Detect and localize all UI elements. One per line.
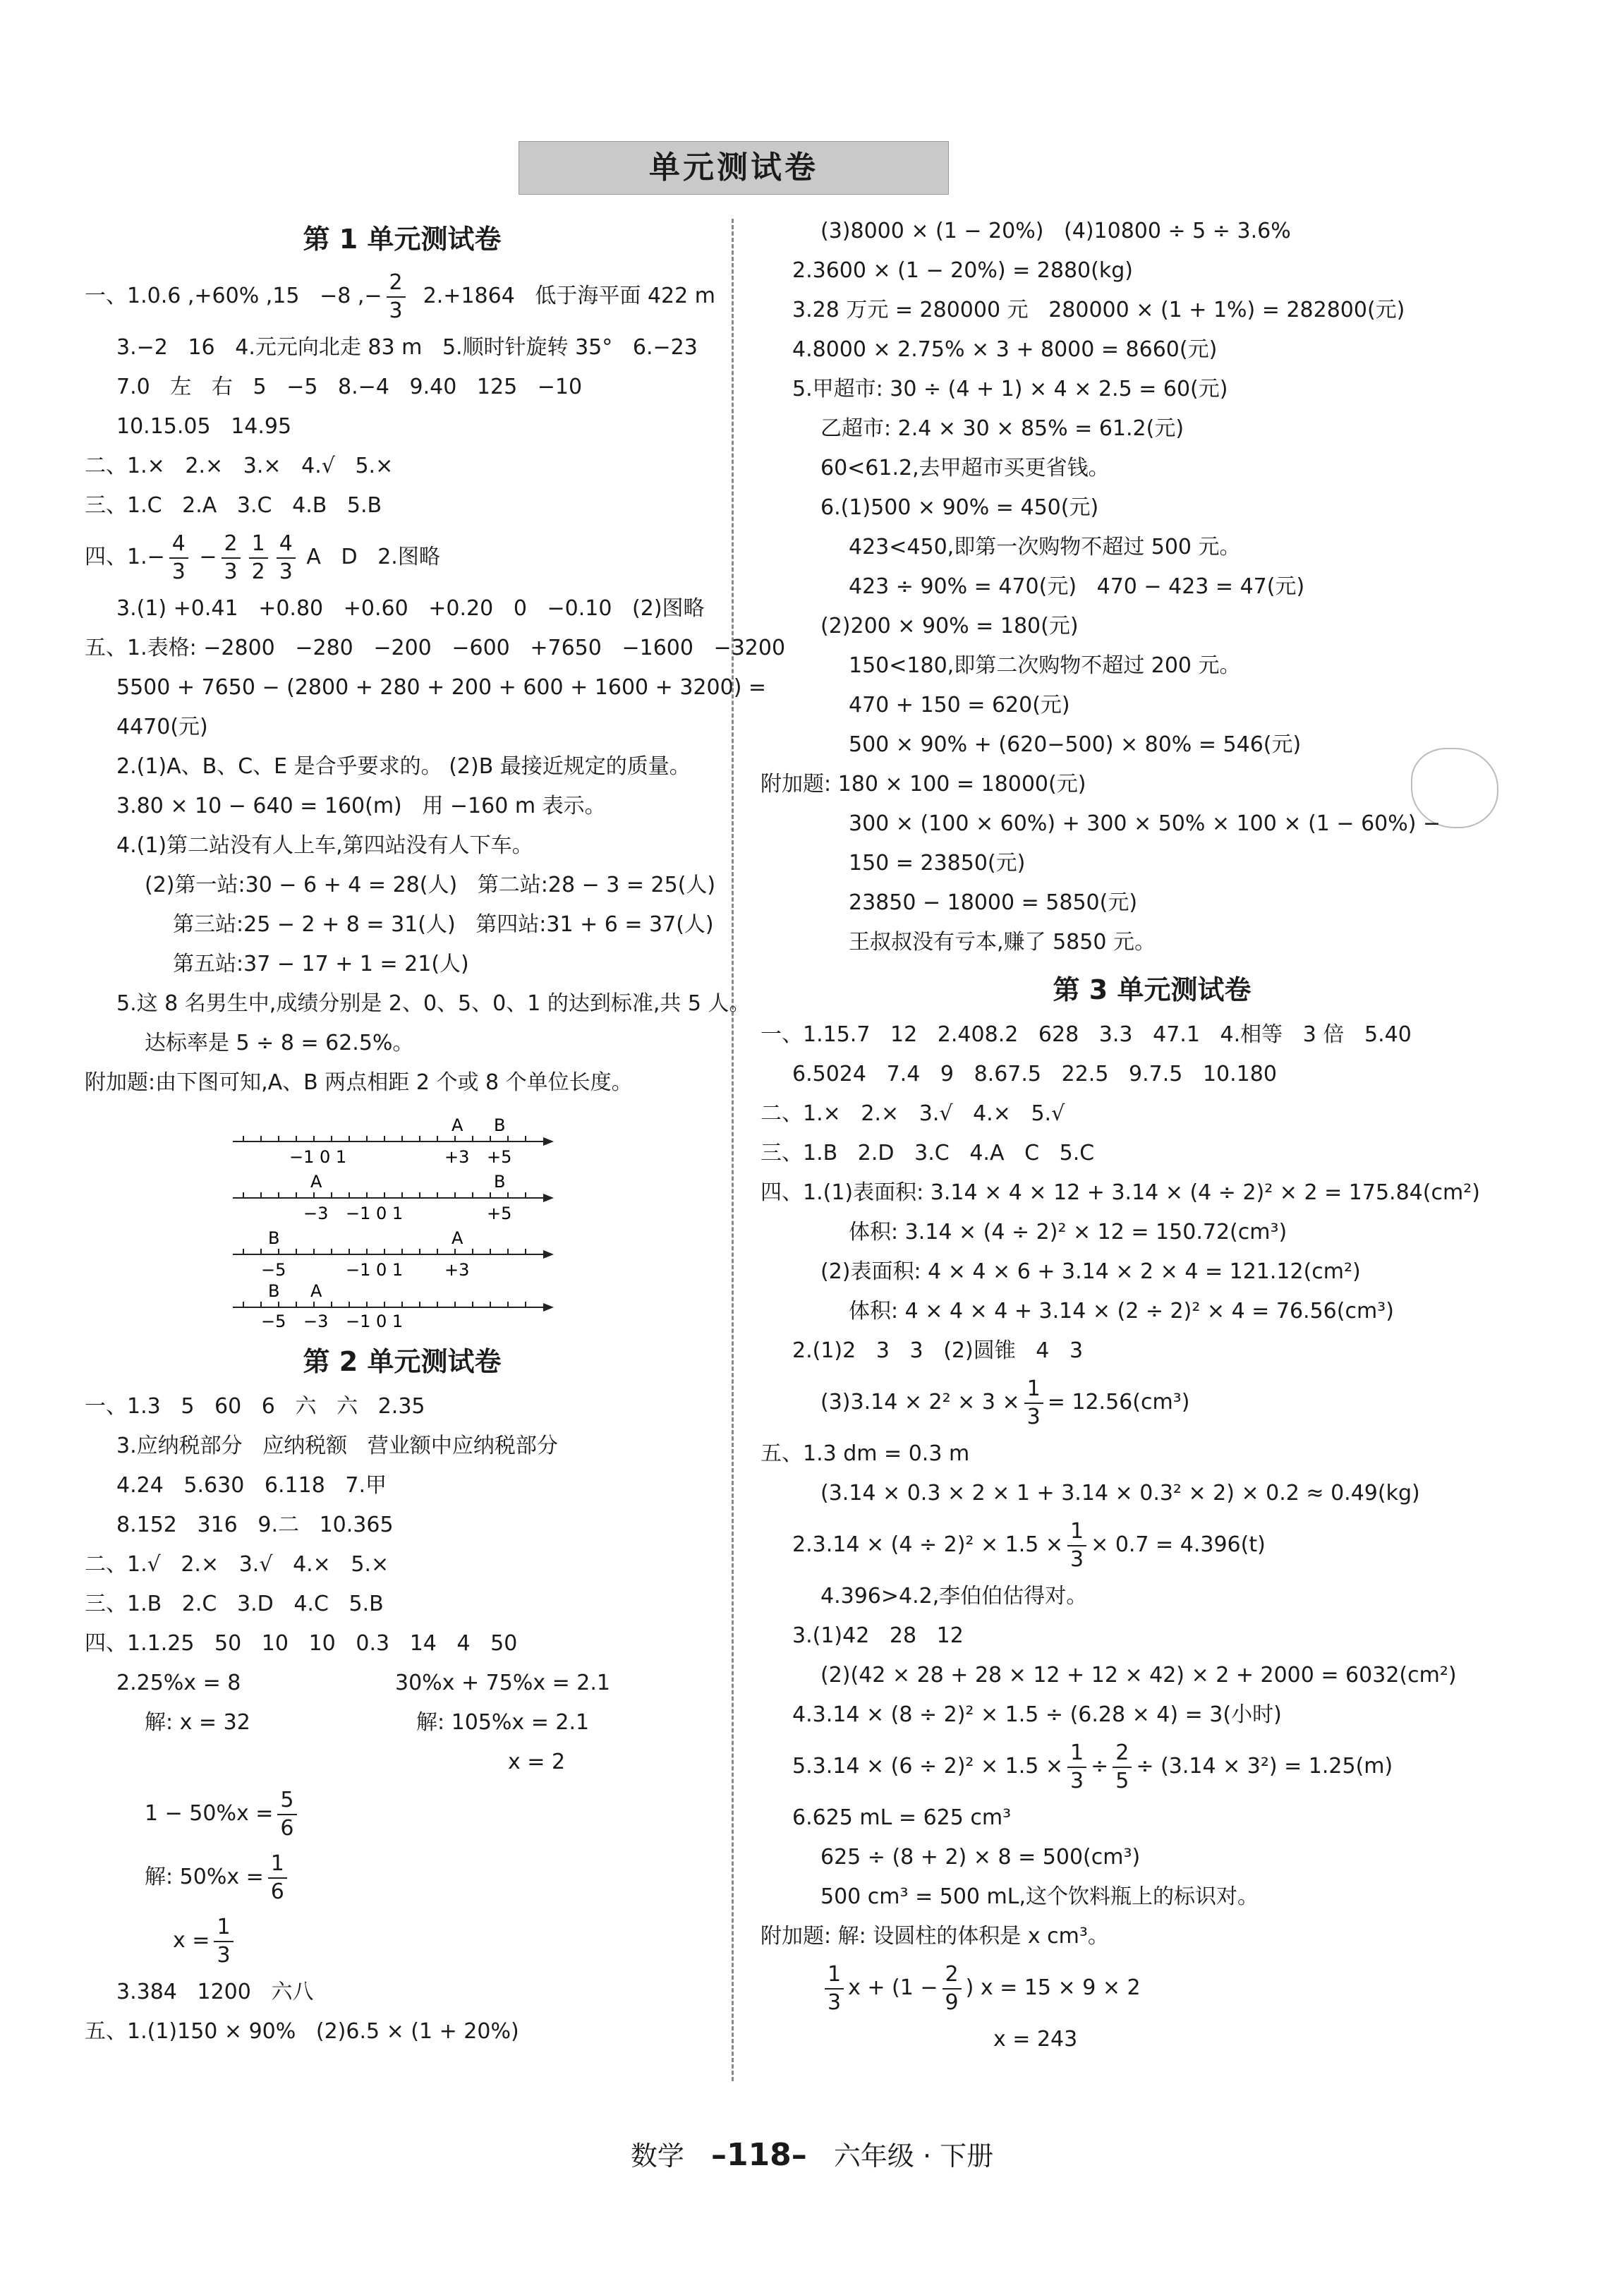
- answer-line: 4470(元): [116, 715, 208, 739]
- answer-line: (3)3.14 × 2² × 3 × $\frac{1}{3}$ = 12.56(cm³): [820, 1376, 1190, 1429]
- answer-line: 2.(1)A、B、C、E 是合乎要求的。 (2)B 最接近规定的质量。: [116, 754, 691, 779]
- point-label: B: [494, 1115, 506, 1135]
- answer-line: 5.甲超市: 30 ÷ (4 + 1) × 4 × 2.5 = 60(元): [792, 377, 1228, 401]
- tick-label: +5: [487, 1147, 512, 1167]
- answer-line: 附加题: 解: 设圆柱的体积是 x cm³。: [761, 1924, 1109, 1949]
- answer-line: 3.(1)42 28 12: [792, 1623, 964, 1648]
- answer-line: 4.24 5.630 6.118 7.甲: [116, 1473, 387, 1498]
- answer-line: 四、1.(1)表面积: 3.14 × 4 × 12 + 3.14 × (4 ÷ 2)² × 2 = 175.84(cm²): [761, 1180, 1480, 1205]
- answer-line: 4.396>4.2,李伯伯估得对。: [820, 1584, 1088, 1609]
- answer-line: 三、1.B 2.D 3.C 4.A C 5.C: [761, 1141, 1095, 1165]
- answer-line: 四、1.1.25 50 10 10 0.3 14 4 50: [85, 1631, 518, 1656]
- answer-line: 5.这 8 名男生中,成绩分别是 2、0、5、0、1 的达到标准,共 5 人。: [116, 991, 751, 1016]
- answer-line: (2)第一站:30 − 6 + 4 = 28(人) 第二站:28 − 3 = 25(人): [145, 873, 716, 897]
- answer-line: 二、1.× 2.× 3.√ 4.× 5.√: [761, 1101, 1065, 1126]
- answer-line: x = 2: [508, 1750, 566, 1774]
- answer-line: 423 ÷ 90% = 470(元) 470 − 423 = 47(元): [849, 574, 1305, 599]
- point-label: A: [310, 1172, 322, 1192]
- answer-line: 23850 − 18000 = 5850(元): [849, 890, 1138, 915]
- answer-line: 第五站:37 − 17 + 1 = 21(人): [173, 952, 469, 976]
- answer-line: 300 × (100 × 60%) + 300 × 50% × 100 × (1 − 60%) −: [849, 811, 1441, 836]
- point-label: A: [452, 1228, 463, 1248]
- fraction: $\frac{4}{3}$: [277, 531, 296, 586]
- arrow-icon: [543, 1194, 554, 1202]
- answer-line: 3.(1) +0.41 +0.80 +0.60 +0.20 0 −0.10 (2)图略: [116, 596, 705, 621]
- answer-line: 3.384 1200 六八: [116, 1980, 314, 2004]
- answer-line: 1 − 50%x = $\frac{5}{6}$: [85, 1782, 720, 1846]
- answer-line: 四、1.− $\frac{4}{3}$ − $\frac{2}{3}$ $\frac{1}{2}$ $\frac{4}{3}$ A D 2.图略: [85, 531, 440, 584]
- tick-label: −1 0 1: [289, 1147, 347, 1167]
- tick-label: +3: [444, 1147, 470, 1167]
- point-label: B: [268, 1281, 280, 1301]
- answer-line: (3.14 × 0.3 × 2 × 1 + 3.14 × 0.3² × 2) × 0.2 ≈ 0.49(kg): [820, 1481, 1420, 1506]
- right-column: [761, 212, 1544, 2059]
- answer-line: 3.28 万元 = 280000 元 280000 × (1 + 1%) = 282800(元): [792, 298, 1405, 322]
- tick-label: −3: [303, 1312, 329, 1328]
- answer-line: 王叔叔没有亏本,赚了 5850 元。: [849, 930, 1156, 955]
- fraction: $\frac{5}{6}$: [277, 1787, 296, 1842]
- fraction: $\frac{1}{2}$: [249, 531, 268, 586]
- fraction: $\frac{1}{3}$: [214, 1914, 233, 1969]
- answer-line: 4.3.14 × (8 ÷ 2)² × 1.5 ÷ (6.28 × 4) = 3(小时): [792, 1702, 1282, 1727]
- left-column: [85, 212, 786, 2052]
- answer-line: 60<61.2,去甲超市买更省钱。: [820, 456, 1110, 480]
- answer-line: 2.3.14 × (4 ÷ 2)² × 1.5 × $\frac{1}{3}$ × 0.7 = 4.396(t): [792, 1518, 1266, 1572]
- answer-line: 5.3.14 × (6 ÷ 2)² × 1.5 × $\frac{1}{3}$ ÷ $\frac{2}{5}$ ÷ (3.14 × 3²) = 1.25(m): [792, 1740, 1393, 1793]
- answer-line: 一、1.0.6 ,+60% ,15 −8 ,− $\frac{2}{3}$ 2.+1864 低于海平面 422 m: [85, 270, 715, 323]
- answer-line: 4.(1)第二站没有人上车,第四站没有人下车。: [116, 833, 533, 858]
- answer-line: 二、1.√ 2.× 3.√ 4.× 5.×: [85, 1552, 389, 1577]
- answer-line: 五、1.表格: −2800 −280 −200 −600 +7650 −1600 −3200: [85, 636, 786, 660]
- tick-label: −5: [261, 1312, 286, 1328]
- fraction: $\frac{4}{3}$: [169, 531, 188, 586]
- answer-line: 625 ÷ (8 + 2) × 8 = 500(cm³): [820, 1845, 1141, 1870]
- answer-line: (2)200 × 90% = 180(元): [820, 614, 1079, 638]
- answer-line: 3.应纳税部分 应纳税额 营业额中应纳税部分: [116, 1434, 558, 1458]
- tick-label: −3: [303, 1204, 329, 1223]
- page-footer: [0, 2134, 1624, 2173]
- answer-line: 8.152 316 9.二 10.365: [116, 1513, 394, 1537]
- arrow-icon: [543, 1303, 554, 1312]
- footer-grade: 六年级 · 下册: [833, 2140, 994, 2172]
- answer-line: 二、1.× 2.× 3.× 4.√ 5.×: [85, 454, 394, 478]
- unit3-title: 第 3 单元测试卷: [1053, 974, 1252, 1005]
- tick-label: −1 0 1: [346, 1312, 404, 1328]
- answer-line: 乙超市: 2.4 × 30 × 85% = 61.2(元): [820, 416, 1184, 441]
- fraction: $\frac{2}{3}$: [222, 531, 241, 586]
- answer-line: 五、1.(1)150 × 90% (2)6.5 × (1 + 20%): [85, 2019, 519, 2044]
- tick-label: −1 0 1: [346, 1204, 404, 1223]
- fraction: $\frac{2}{3}$: [387, 270, 406, 325]
- answer-line: 体积: 3.14 × (4 ÷ 2)² × 12 = 150.72(cm³): [849, 1220, 1287, 1244]
- answer-line: 2.3600 × (1 − 20%) = 2880(kg): [792, 258, 1133, 283]
- answer-line: 500 cm³ = 500 mL,这个饮料瓶上的标识对。: [820, 1884, 1259, 1909]
- arrow-icon: [543, 1250, 554, 1259]
- tick-label: −1 0 1: [346, 1260, 404, 1280]
- number-line-1: [233, 1115, 550, 1167]
- answer-line: (2)(42 × 28 + 28 × 12 + 12 × 42) × 2 + 2000 = 6032(cm²): [820, 1663, 1457, 1688]
- answer-line: 三、1.C 2.A 3.C 4.B 5.B: [85, 493, 382, 518]
- answer-line: 第三站:25 − 2 + 8 = 31(人) 第四站:31 + 6 = 37(人): [173, 912, 714, 937]
- answer-line: 7.0 左 右 5 −5 8.−4 9.40 125 −10: [116, 375, 583, 399]
- point-label: A: [452, 1115, 463, 1135]
- answer-line: 3.80 × 10 − 640 = 160(m) 用 −160 m 表示。: [116, 794, 606, 818]
- answer-line: 6.5024 7.4 9 8.67.5 22.5 9.7.5 10.180: [792, 1062, 1277, 1086]
- unit2-title: 第 2 单元测试卷: [303, 1346, 502, 1377]
- answer-line: 6.(1)500 × 90% = 450(元): [820, 495, 1099, 520]
- point-label: B: [268, 1228, 280, 1248]
- answer-line: 体积: 4 × 4 × 4 + 3.14 × (2 ÷ 2)² × 4 = 76.56(cm³): [849, 1299, 1394, 1324]
- number-lines-figure: [233, 1103, 557, 1328]
- answer-line: 附加题:由下图可知,A、B 两点相距 2 个或 8 个单位长度。: [85, 1070, 633, 1095]
- answer-line: 470 + 150 = 620(元): [849, 693, 1070, 717]
- answer-line: 解: x = 32 解: 105%x = 2.1: [145, 1710, 590, 1735]
- fraction: $\frac{1}{3}$: [1067, 1518, 1086, 1573]
- number-line-2: [233, 1172, 550, 1223]
- answer-line: 2.25%x = 8 30%x + 75%x = 2.1: [116, 1671, 610, 1695]
- answer-line: 附加题: 180 × 100 = 18000(元): [761, 772, 1086, 797]
- answer-line: 达标率是 5 ÷ 8 = 62.5%。: [145, 1031, 414, 1055]
- answer-line: 150 = 23850(元): [849, 851, 1026, 876]
- answer-line: 解: 50%x = $\frac{1}{6}$: [85, 1846, 720, 1909]
- answer-line: 三、1.B 2.C 3.D 4.C 5.B: [85, 1592, 384, 1616]
- footer-subject: 数学: [630, 2140, 684, 2172]
- page-number: –118–: [710, 2137, 807, 2173]
- answer-line: 10.15.05 14.95: [116, 414, 292, 439]
- number-line-3: [233, 1228, 550, 1280]
- tick-label: −5: [261, 1260, 286, 1280]
- fraction: $\frac{2}{9}$: [943, 1961, 962, 2016]
- answer-line: 五、1.3 dm = 0.3 m: [761, 1441, 970, 1466]
- fraction: $\frac{1}{3}$: [825, 1961, 844, 2016]
- section-banner: 单元测试卷: [519, 141, 949, 195]
- answer-line: 一、1.3 5 60 6 六 六 2.35: [85, 1394, 425, 1419]
- answer-line: 423<450,即第一次购物不超过 500 元。: [849, 535, 1241, 559]
- fraction: $\frac{1}{3}$: [1067, 1740, 1086, 1795]
- fraction: $\frac{1}{3}$: [1024, 1376, 1043, 1431]
- answer-line: (3)8000 × (1 − 20%) (4)10800 ÷ 5 ÷ 3.6%: [820, 219, 1291, 243]
- answer-line: x = $\frac{1}{3}$: [85, 1909, 720, 1973]
- answer-line: $\frac{1}{3}$ x + (1 − $\frac{2}{9}$ ) x = 15 × 9 × 2: [761, 1956, 1544, 2020]
- answer-line: 500 × 90% + (620−500) × 80% = 546(元): [849, 732, 1302, 757]
- answer-line: 5500 + 7650 − (2800 + 280 + 200 + 600 + 1600 + 3200) =: [116, 675, 767, 700]
- unit1-title: 第 1 单元测试卷: [303, 224, 502, 255]
- answer-line: 150<180,即第二次购物不超过 200 元。: [849, 653, 1241, 678]
- answer-line: 6.625 mL = 625 cm³: [792, 1805, 1012, 1830]
- tick-label: +3: [444, 1260, 470, 1280]
- fraction: $\frac{2}{5}$: [1113, 1740, 1132, 1795]
- tick-label: +5: [487, 1204, 512, 1223]
- point-label: A: [310, 1281, 322, 1301]
- answer-line: 2.(1)2 3 3 (2)圆锥 4 3: [792, 1338, 1084, 1363]
- answer-line: 一、1.15.7 12 2.408.2 628 3.3 47.1 4.相等 3 倍 5.40: [761, 1022, 1412, 1047]
- answer-line: x = 243: [993, 2027, 1078, 2052]
- column-divider: [732, 219, 734, 2081]
- point-label: B: [494, 1172, 506, 1192]
- answer-line: 4.8000 × 2.75% × 3 + 8000 = 8660(元): [792, 337, 1218, 362]
- fraction: $\frac{1}{6}$: [268, 1851, 287, 1906]
- answer-line: (2)表面积: 4 × 4 × 6 + 3.14 × 2 × 4 = 121.12(cm²): [820, 1259, 1361, 1284]
- answer-line: 3.−2 16 4.元元向北走 83 m 5.顺时针旋转 35° 6.−23: [116, 335, 698, 360]
- arrow-icon: [543, 1137, 554, 1146]
- number-line-4: [233, 1281, 550, 1328]
